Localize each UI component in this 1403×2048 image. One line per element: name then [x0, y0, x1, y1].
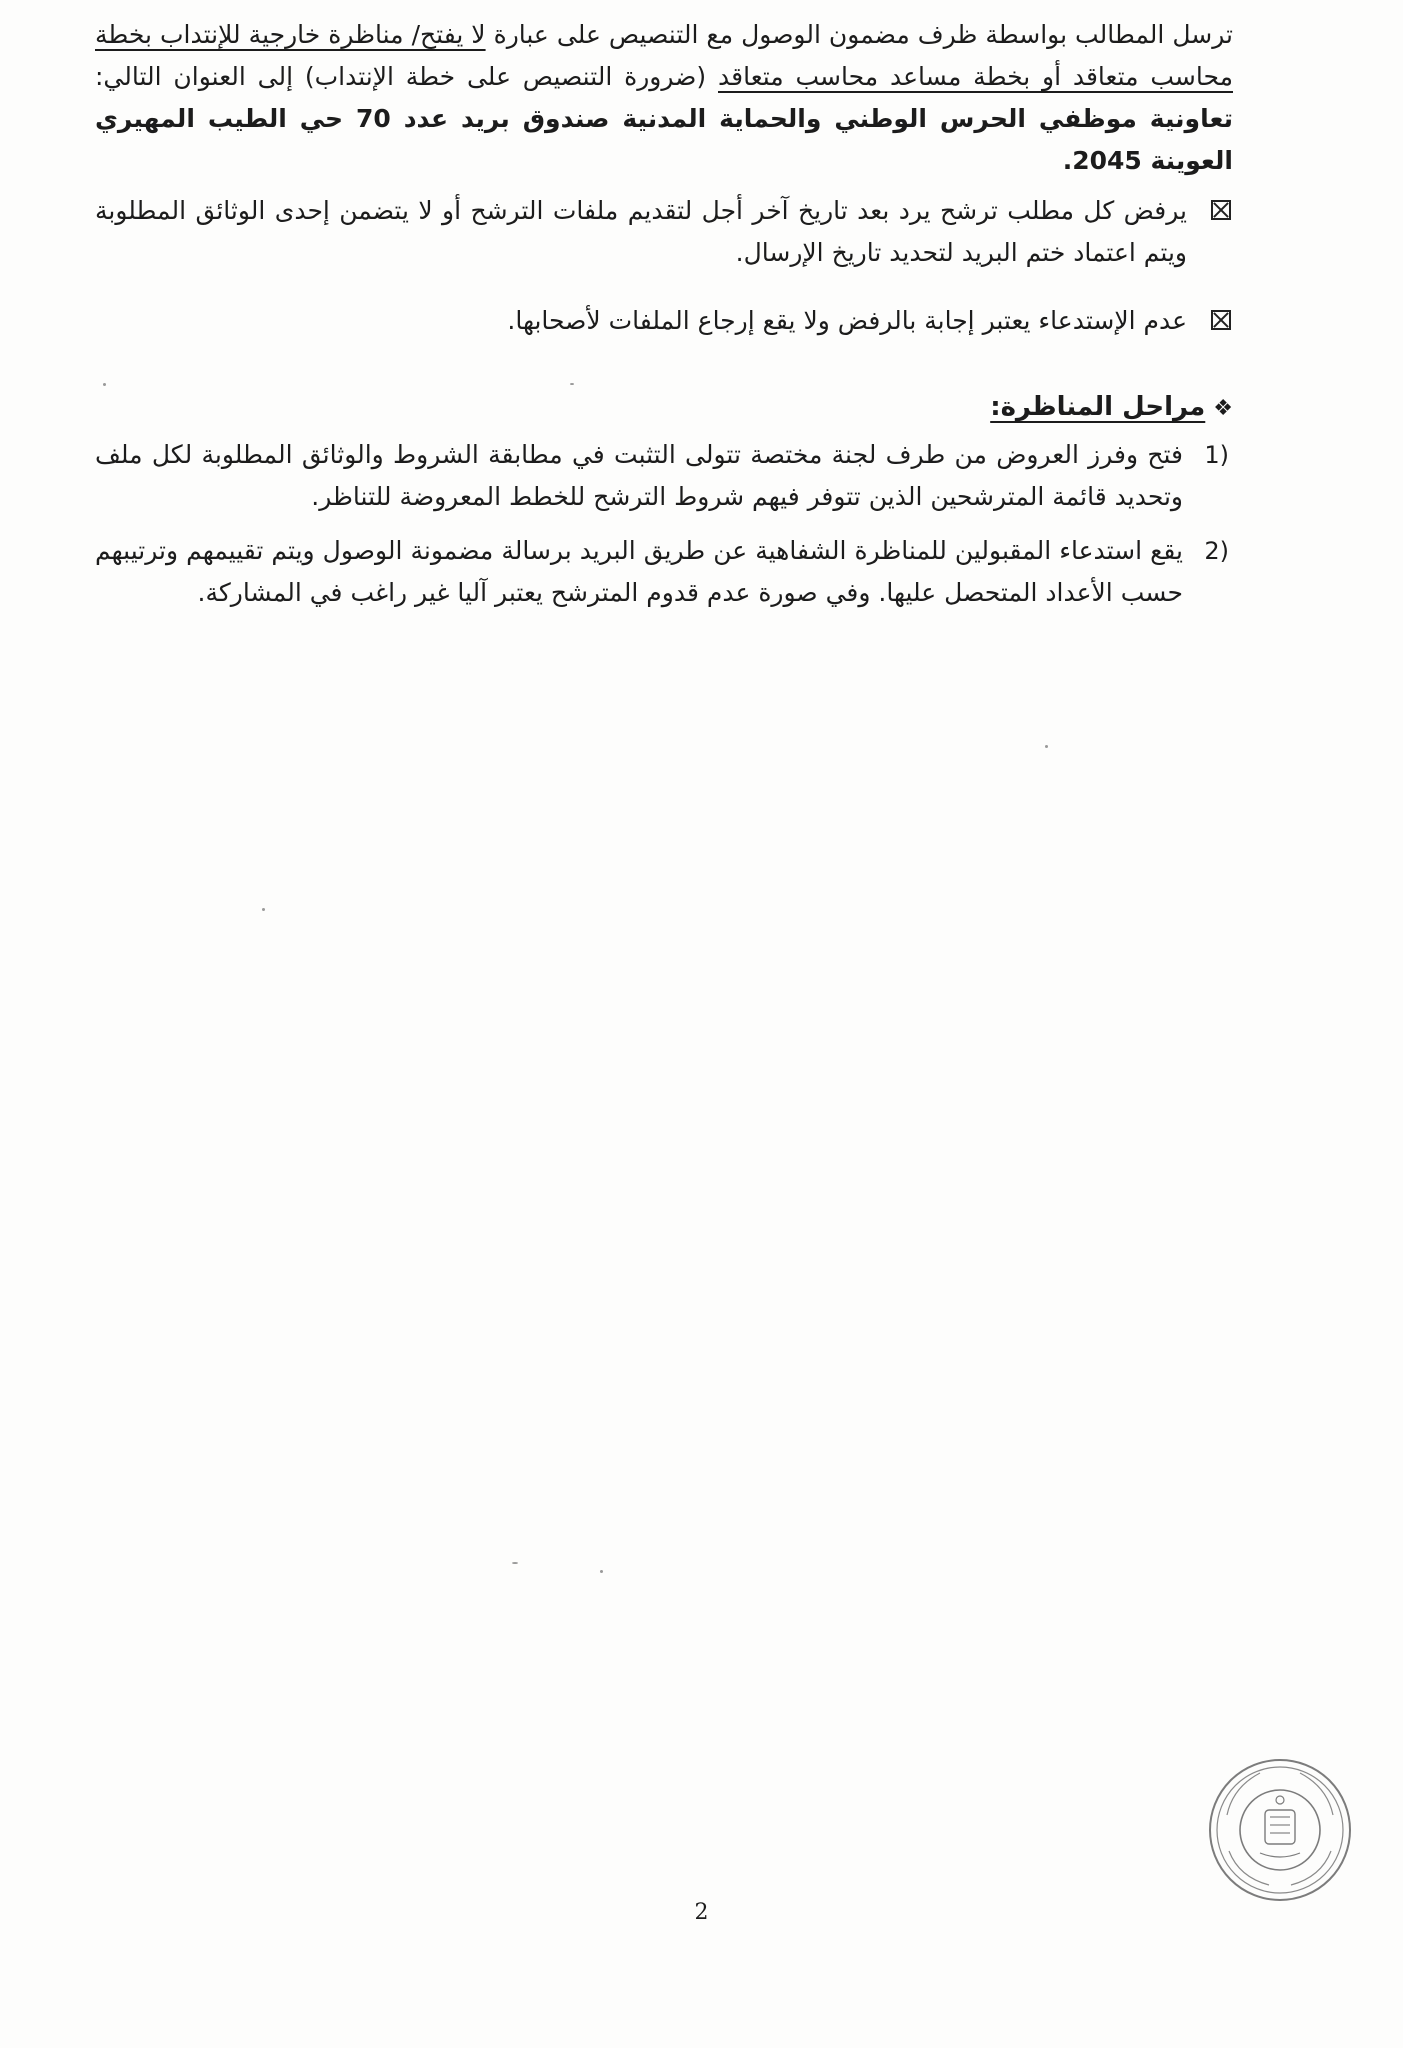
note-text: عدم الإستدعاء يعتبر إجابة بالرفض ولا يقع إرجاع الملفات لأصحابها. — [507, 306, 1187, 335]
scan-speck — [600, 1570, 603, 1573]
scan-speck — [262, 908, 265, 911]
scan-speck — [1045, 745, 1048, 748]
scan-speck — [570, 383, 574, 385]
intro-paragraph — [95, 14, 1233, 182]
intro-part3: (ضرورة التنصيص على خطة الإنتداب) إلى العنوان التالي: — [95, 62, 718, 91]
section-title: مراحل المناظرة: — [990, 392, 1206, 422]
checked-box-icon — [1211, 310, 1231, 330]
scan-speck — [512, 1562, 518, 1564]
step-text: فتح وفرز العروض من طرف لجنة مختصة تتولى التثبت في مطابقة الشروط والوثائق المطلوبة لكل ملف وتحديد قائمة المترشحين الذين تتوفر فيهم شروط الترشح للخطط المعروضة للتناظر. — [95, 440, 1183, 511]
intro-envelope-label: لا يفتح/ مناظرة خارجية للإنتداب بخطة محاسب متعاقد أو بخطة مساعد محاسب متعاقد — [95, 20, 1233, 91]
checked-box-icon — [1211, 200, 1231, 220]
intro-address: تعاونية موظفي الحرس الوطني والحماية المدنية صندوق بريد عدد 70 حي الطيب المهيري العوينة 2045. — [95, 104, 1233, 175]
official-seal-icon — [1205, 1755, 1355, 1905]
step-number: 1) — [1204, 441, 1229, 469]
diamond-bullet-icon: ❖ — [1213, 396, 1233, 421]
note-text: يرفض كل مطلب ترشح يرد بعد تاريخ آخر أجل لتقديم ملفات الترشح أو لا يتضمن إحدى الوثائق المطلوبة ويتم اعتماد ختم البريد لتحديد تاريخ الإرسال. — [95, 196, 1187, 267]
step-text: يقع استدعاء المقبولين للمناظرة الشفاهية عن طريق البريد برسالة مضمونة الوصول ويتم تقييمهم وترتيبهم حسب الأعداد المتحصل عليها. وفي صورة عدم قدوم المترشح يعتبر آليا غير راغب في المشاركة. — [95, 536, 1183, 607]
step-item — [95, 530, 1233, 614]
page-number: 2 — [694, 1900, 709, 1925]
document-body — [95, 14, 1233, 614]
scan-speck — [103, 383, 106, 386]
note-item — [95, 190, 1233, 274]
step-number: 2) — [1204, 537, 1229, 565]
intro-part1: ترسل المطالب بواسطة ظرف مضمون الوصول مع التنصيص على عبارة — [485, 20, 1233, 49]
note-item — [95, 300, 1233, 342]
step-item — [95, 434, 1233, 518]
section-heading — [95, 386, 1233, 430]
